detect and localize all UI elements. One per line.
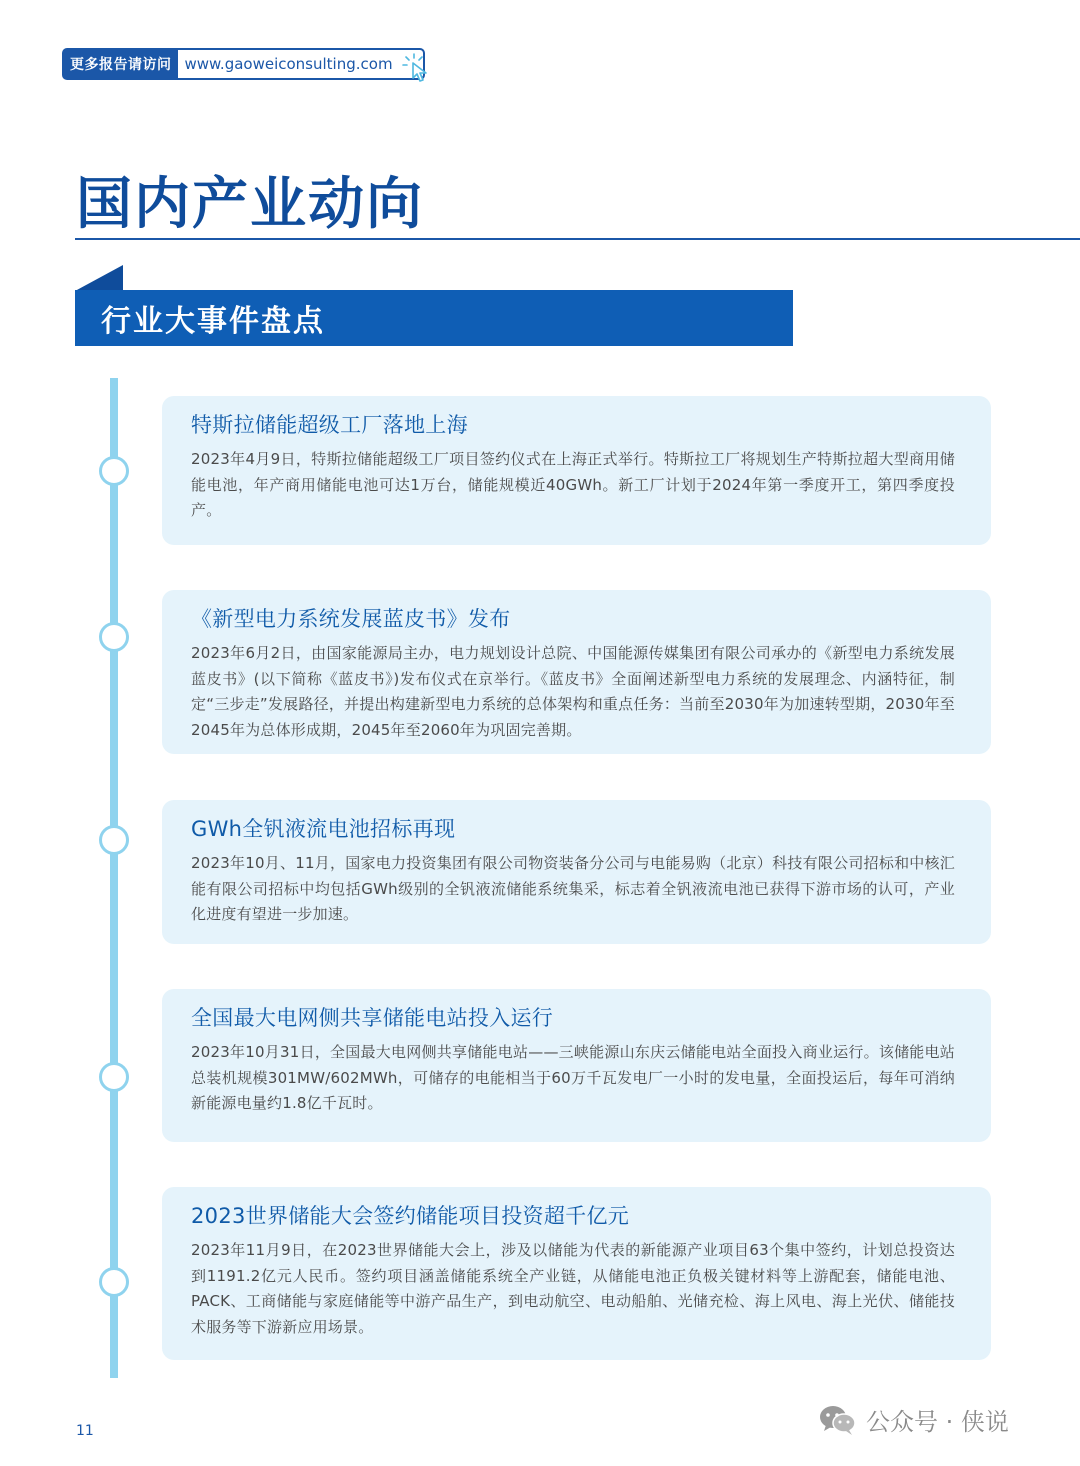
timeline-line [110,378,118,1378]
website-link[interactable]: www.gaoweiconsulting.com [178,50,423,78]
timeline-node [99,1267,129,1297]
timeline-node [99,456,129,486]
page-number: 11 [76,1423,94,1439]
badge-label: 更多报告请访问 [64,50,178,78]
event-card [162,1187,991,1360]
event-body: 2023年11月9日，在2023世界储能大会上，涉及以储能为代表的新能源产业项目63个集中签约，计划总投资达到1191.2亿元人民币。签约项目涵盖储能系统全产业链，从储能电池正负极关键材料等上游配套，储能电池、PACK、工商储能与家庭储能等中游产品生产，到电动航空、电动船舶、光储充检、海上风电、海上光伏、储能技术服务等下游新应用场景。 [191,1241,955,1336]
event-body: 2023年10月、11月，国家电力投资集团有限公司物资装备分公司与电能易购（北京）科技有限公司招标和中核汇能有限公司招标中均包括GWh级别的全钒液流储能系统集采，标志着全钒液流电池已获得下游市场的认可，产业化进度有望进一步加速。 [191,854,955,924]
event-card [162,800,991,944]
watermark-text: 公众号 · 侠说 [866,1408,1009,1436]
timeline-node [99,825,129,855]
timeline-node [99,1062,129,1092]
event-card [162,590,991,754]
event-title: 《新型电力系统发展蓝皮书》发布 [191,607,511,631]
pointer-click-icon [401,52,435,86]
event-title: 全国最大电网侧共享储能电站投入运行 [191,1006,554,1030]
event-title: GWh全钒液流电池招标再现 [191,817,456,841]
timeline-node [99,622,129,652]
section-banner [75,290,793,346]
page-title: 国内产业动向 [76,172,424,237]
banner-tab-decoration [75,265,123,291]
event-title: 特斯拉储能超级工厂落地上海 [191,413,468,437]
event-body: 2023年4月9日，特斯拉储能超级工厂项目签约仪式在上海正式举行。特斯拉工厂将规划生产特斯拉超大型商用储能电池，年产商用储能电池可达1万台，储能规模近40GWh。新工厂计划于2024年第一季度开工，第四季度投产。 [191,450,955,520]
event-title: 2023世界储能大会签约储能项目投资超千亿元 [191,1204,630,1228]
section-title: 行业大事件盘点 [101,304,325,339]
event-body: 2023年6月2日，由国家能源局主办，电力规划设计总院、中国能源传媒集团有限公司承办的《新型电力系统发展蓝皮书》(以下简称《蓝皮书》)发布仪式在京举行。《蓝皮书》全面阐述新型电力系统的发展理念、内涵特征，制定“三步走”发展路径，并提出构建新型电力系统的总体架构和重点任务：当前至2030年为加速转型期，2030年至2045年为总体形成期，2045年至2060年为巩固完善期。 [191,644,955,739]
event-body: 2023年10月31日，全国最大电网侧共享储能电站——三峡能源山东庆云储能电站全面投入商业运行。该储能电站总装机规模301MW/602MWh，可储存的电能相当于60万千瓦发电厂一小时的发电量，全面投运后，每年可消纳新能源电量约1.8亿千瓦时。 [191,1043,955,1113]
wechat-icon [818,1403,858,1437]
watermark [818,1402,1009,1437]
title-divider [75,238,1080,240]
event-card [162,989,991,1142]
website-badge[interactable] [62,48,425,80]
event-card [162,396,991,545]
